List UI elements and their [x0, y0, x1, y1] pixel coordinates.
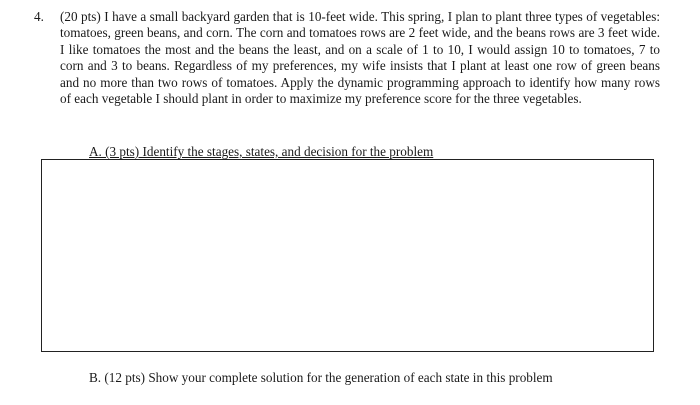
question-text: (20 pts) I have a small backyard garden that is 10-feet wide. This spring, I plan to plant three types of vegetables: tomatoes, green beans, and corn. The corn and tomatoes rows are 2 feet wide, and the beans rows are 3 feet wide. I like tomatoes the most and the beans the least, and on a scale of 1 to 10, I would assign 10 to tomatoes, 7 to corn and 3 to beans. Regardless of my preferences, my wife insists that I plant at least one row of green beans and no more than two rows of tomatoes. Apply the dynamic programming approach to identify how many rows of each vegetable I should plant in order to maximize my preference score for the three vegetables. — [60, 9, 660, 107]
part-a-answer-box[interactable] — [41, 159, 654, 352]
part-a-prompt: A. (3 pts) Identify the stages, states, and decision for the problem — [89, 144, 434, 159]
question-number: 4. — [34, 9, 44, 24]
question-4 — [34, 9, 660, 107]
part-b-prompt: B. (12 pts) Show your complete solution for the generation of each state in this problem — [89, 370, 553, 385]
